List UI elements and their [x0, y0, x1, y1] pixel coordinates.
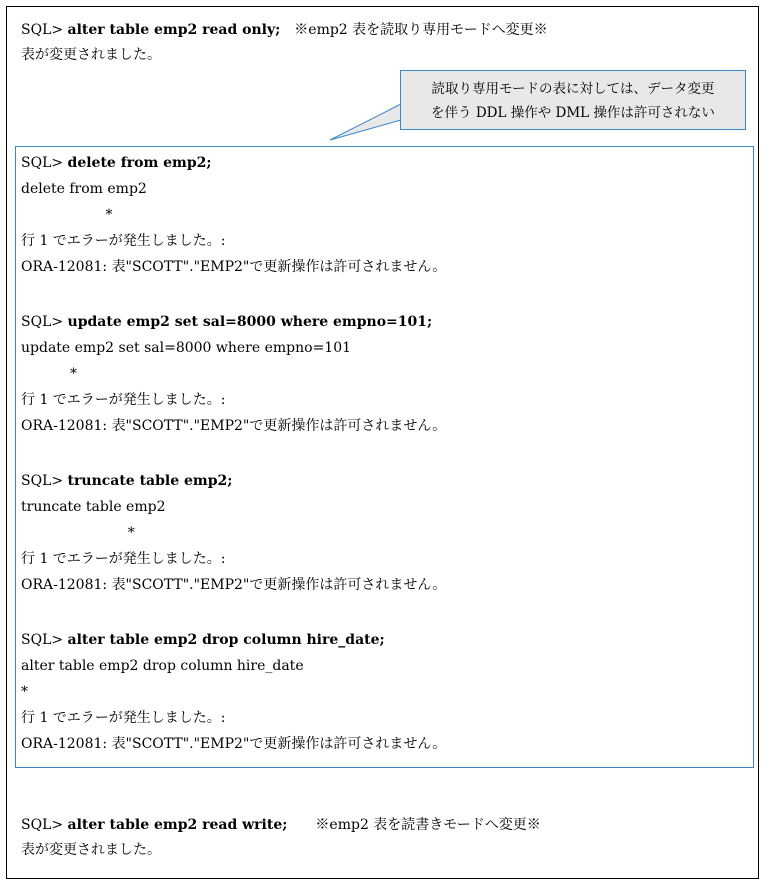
bottom-command-line: [21, 815, 541, 835]
bottom-comment: ※emp2 表を読書きモードへ変更※: [287, 817, 541, 833]
block-4-command-line: [21, 630, 385, 650]
callout-line-2: を伴う DDL 操作や DML 操作は許可されない: [431, 105, 715, 121]
block-1-error-msg: ORA-12081: 表"SCOTT"."EMP2"で更新操作は許可されません。: [21, 259, 447, 275]
top-result: 表が変更されました。: [21, 47, 161, 63]
block-2-command-line: [21, 312, 432, 332]
bottom-result: 表が変更されました。: [21, 842, 161, 858]
block-2-command: update emp2 set sal=8000 where empno=101;: [67, 314, 433, 330]
block-1-echo: delete from emp2: [21, 181, 147, 197]
sql-prompt: SQL>: [21, 22, 68, 38]
block-2-marker: *: [21, 366, 77, 382]
bottom-command: alter table emp2 read write;: [67, 817, 288, 833]
block-4-marker: *: [21, 684, 28, 700]
block-4-error-line: 行 1 でエラーが発生しました。:: [21, 710, 226, 726]
callout-box: [400, 70, 746, 130]
block-4-echo: alter table emp2 drop column hire_date: [21, 658, 304, 674]
block-4-error-msg: ORA-12081: 表"SCOTT"."EMP2"で更新操作は許可されません。: [21, 736, 447, 752]
block-3-error-msg: ORA-12081: 表"SCOTT"."EMP2"で更新操作は許可されません。: [21, 577, 447, 593]
block-3-marker: *: [21, 525, 135, 541]
block-3-command: truncate table emp2;: [67, 473, 233, 489]
block-1-command-line: [21, 153, 212, 173]
block-1-error-line: 行 1 でエラーが発生しました。:: [21, 233, 226, 249]
top-comment: ※emp2 表を読取り専用モードへ変更※: [280, 22, 548, 38]
block-2-error-msg: ORA-12081: 表"SCOTT"."EMP2"で更新操作は許可されません。: [21, 418, 447, 434]
sql-prompt: SQL>: [21, 632, 68, 648]
block-3-error-line: 行 1 でエラーが発生しました。:: [21, 551, 226, 567]
sql-prompt: SQL>: [21, 817, 68, 833]
sql-prompt: SQL>: [21, 314, 68, 330]
block-1-command: delete from emp2;: [67, 155, 212, 171]
callout-line-1: 読取り専用モードの表に対しては、データ変更: [431, 81, 715, 97]
block-2-echo: update emp2 set sal=8000 where empno=101: [21, 340, 352, 356]
sql-prompt: SQL>: [21, 473, 68, 489]
sql-prompt: SQL>: [21, 155, 68, 171]
block-4-command: alter table emp2 drop column hire_date;: [67, 632, 385, 648]
block-3-command-line: [21, 471, 232, 491]
block-3-echo: truncate table emp2: [21, 499, 166, 515]
top-command: alter table emp2 read only;: [67, 22, 281, 38]
block-2-error-line: 行 1 でエラーが発生しました。:: [21, 392, 226, 408]
block-1-marker: *: [21, 207, 113, 223]
